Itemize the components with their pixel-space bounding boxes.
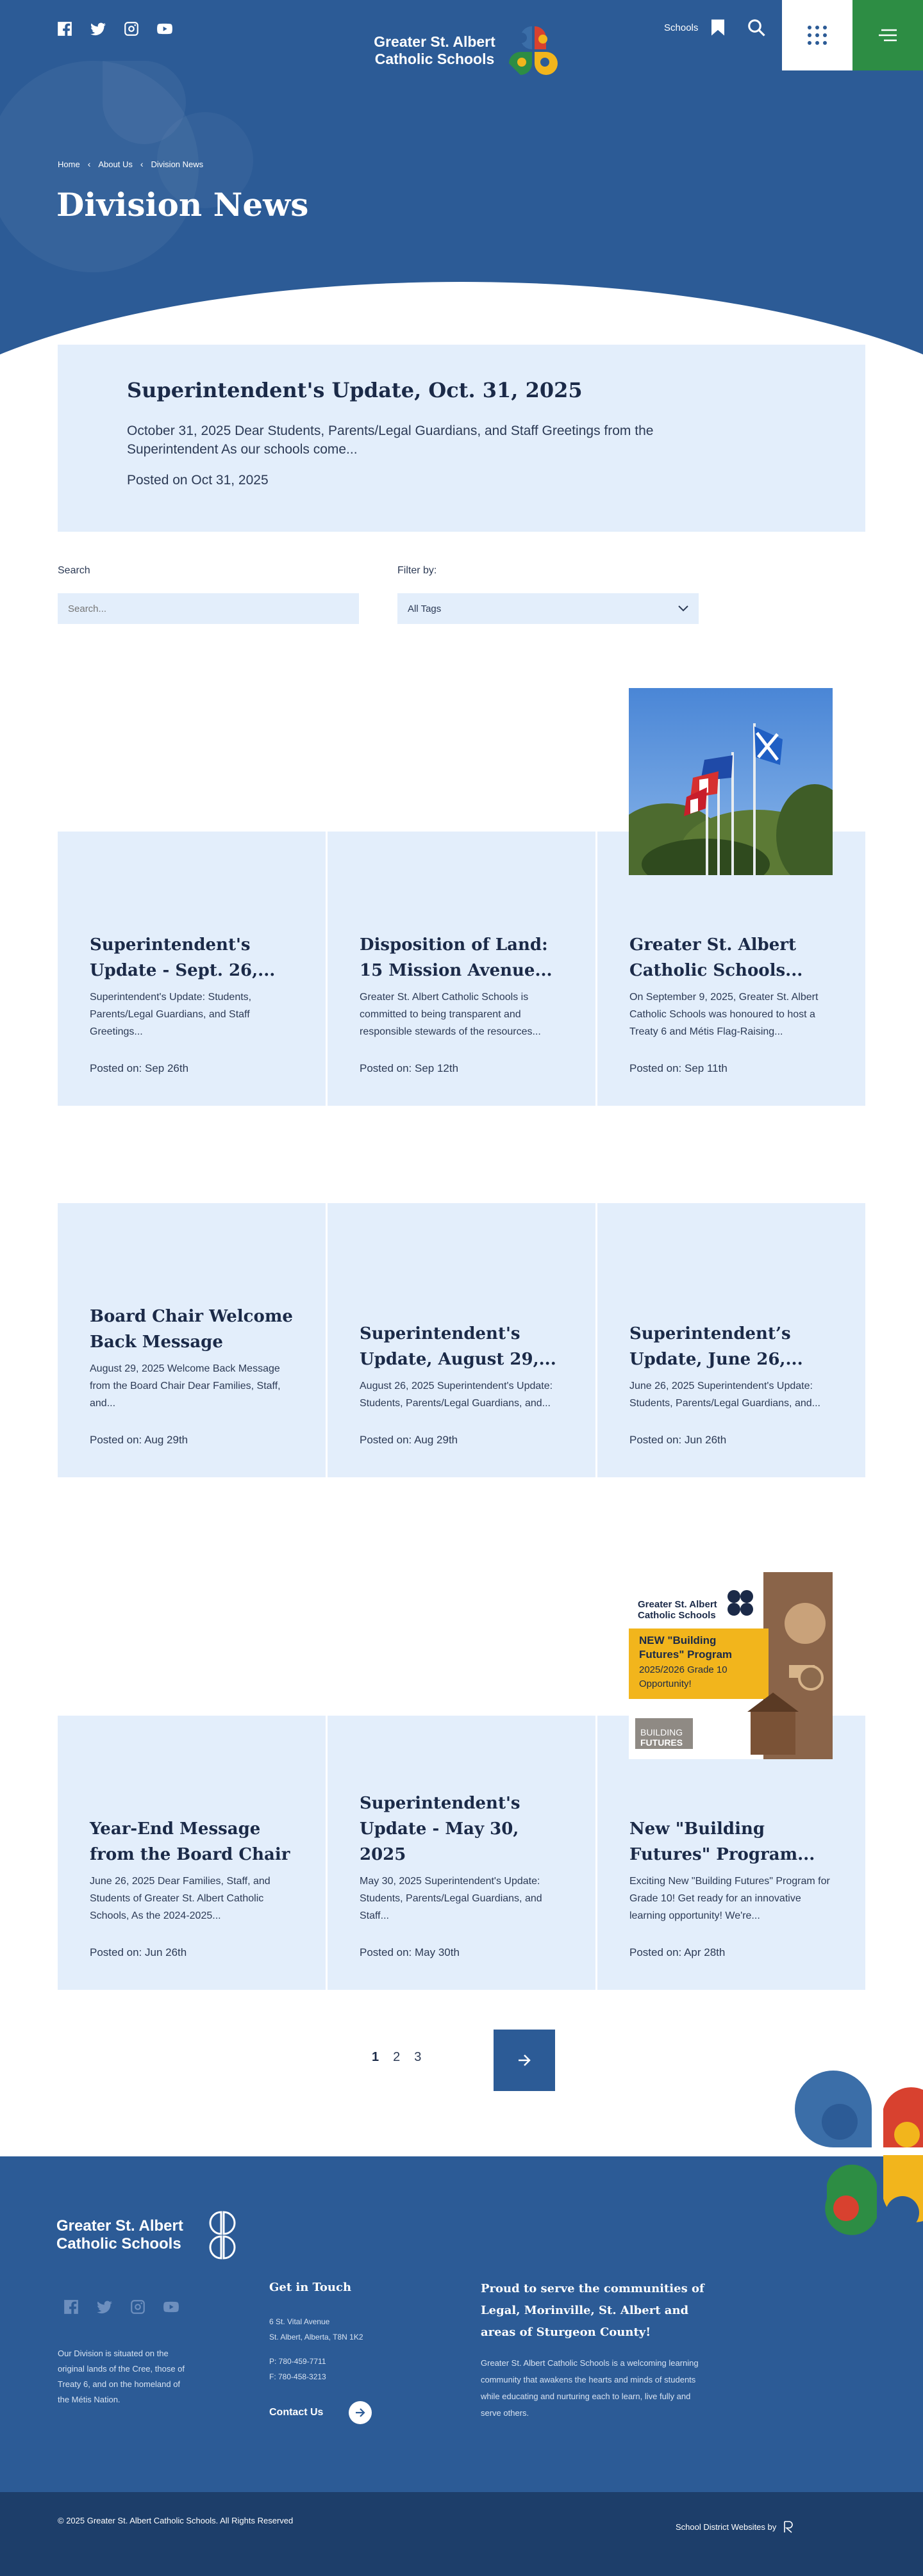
get-in-touch-heading: Get in Touch: [269, 2281, 352, 2294]
news-card-date: Posted on: Sep 26th: [90, 1062, 189, 1074]
footer-logo-text: Greater St. Albert Catholic Schools: [56, 2217, 183, 2252]
chevron-left-icon: ‹: [87, 159, 91, 169]
promo-badge: BUILDING FUTURES: [640, 1727, 683, 1748]
site-logo[interactable]: [364, 24, 559, 77]
logo-text: Greater St. Albert Catholic Schools: [374, 33, 495, 67]
news-card-date: Posted on: May 30th: [360, 1946, 460, 1958]
search-icon[interactable]: [747, 18, 766, 37]
news-card-excerpt: August 26, 2025 Superintendent's Update: Students, Parents/Legal Guardians, and...: [360, 1381, 553, 1409]
footer-social-links: [63, 2299, 179, 2315]
promo-headline: NEW "Building Futures" Program: [639, 1634, 733, 1661]
fax-number: F: 780-458-3213: [269, 2372, 326, 2381]
news-card-excerpt: Exciting New "Building Futures" Program for Grade 10! Get ready for an innovative learning opportunity! We're...: [629, 1876, 830, 1921]
news-card-title[interactable]: Year-End Message from the Board Chair: [90, 1819, 290, 1864]
pagination: [372, 2050, 421, 2065]
youtube-icon[interactable]: [156, 21, 173, 37]
breadcrumb-current: Division News: [151, 159, 204, 169]
news-card[interactable]: [328, 832, 595, 1106]
facebook-icon[interactable]: [63, 2299, 79, 2315]
page-link[interactable]: 1: [372, 2050, 379, 2064]
site-footer: [0, 2156, 923, 2492]
arrow-right-icon: [349, 2401, 372, 2424]
news-card-excerpt: August 29, 2025 Welcome Back Message from the Board Chair Dear Families, Staff, and...: [90, 1363, 281, 1409]
news-card[interactable]: [328, 1716, 595, 1990]
chevron-down-icon: [678, 605, 688, 612]
news-card-title[interactable]: Superintendent’s Update, June 26,...: [629, 1324, 803, 1369]
news-card-date: Posted on: Aug 29th: [90, 1434, 188, 1446]
vendor-logo-icon: [783, 2520, 794, 2533]
page-link[interactable]: 2: [393, 2050, 401, 2064]
news-card-excerpt: Greater St. Albert Catholic Schools is committed to being transparent and responsible stewards of the resources...: [360, 992, 541, 1037]
promo-subhead: 2025/2026 Grade 10 Opportunity!: [639, 1664, 728, 1689]
news-card-excerpt: On September 9, 2025, Greater St. Albert Catholic Schools was honoured to host a Treaty 6 and Métis Flag-Raising...: [629, 992, 819, 1037]
logo-mark-icon: [508, 25, 559, 76]
facebook-icon[interactable]: [56, 21, 73, 37]
tag-filter-select[interactable]: [397, 593, 699, 624]
hamburger-icon: [879, 29, 897, 42]
division-description: Greater St. Albert Catholic Schools is a welcoming learning community that awakens the hearts and minds of students while educating and nurturing each to learn, live fully and serve others.: [481, 2358, 699, 2418]
news-card-title[interactable]: Board Chair Welcome Back Message: [90, 1307, 293, 1352]
youtube-icon[interactable]: [163, 2299, 179, 2315]
news-card-title[interactable]: New "Building Futures" Program...: [629, 1819, 815, 1864]
powered-by[interactable]: [676, 2520, 794, 2533]
phone-link[interactable]: P: 780-459-7711: [269, 2357, 326, 2366]
news-card-excerpt: June 26, 2025 Dear Families, Staff, and Students of Greater St. Albert Catholic Schools, As the 2024-2025...: [90, 1876, 270, 1921]
phone-numbers: [269, 2354, 326, 2384]
decorative-logo-shapes: [795, 2071, 923, 2237]
featured-article[interactable]: [58, 345, 865, 532]
instagram-icon[interactable]: [123, 21, 140, 37]
page-title: Division News: [56, 186, 309, 224]
instagram-icon[interactable]: [129, 2299, 146, 2315]
arrow-right-icon: [517, 2054, 531, 2067]
news-card-title[interactable]: Superintendent's Update - Sept. 26,...: [90, 935, 276, 980]
land-acknowledgement: Our Division is situated on the original lands of the Cree, those of Treaty 6, and on the homeland of the Métis Nation.: [58, 2349, 185, 2404]
news-card-date: Posted on: Sep 12th: [360, 1062, 459, 1074]
breadcrumb: [58, 159, 203, 169]
address: 6 St. Vital Avenue St. Albert, Alberta, T8N 1K2: [269, 2317, 363, 2342]
news-card-date: Posted on: Sep 11th: [629, 1062, 728, 1074]
news-card[interactable]: [58, 1203, 326, 1477]
news-card-date: Posted on: Apr 28th: [629, 1946, 726, 1958]
building-futures-promo-image[interactable]: [629, 1572, 833, 1759]
bookmark-icon[interactable]: [708, 18, 728, 37]
news-card-date: Posted on: Aug 29th: [360, 1434, 458, 1446]
top-utility-nav: [664, 18, 766, 37]
contact-us-link[interactable]: [269, 2401, 372, 2424]
news-card-title[interactable]: Greater St. Albert Catholic Schools...: [629, 935, 803, 980]
chevron-left-icon: ‹: [140, 159, 144, 169]
copyright: © 2025 Greater St. Albert Catholic Schools. All Rights Reserved: [58, 2516, 294, 2525]
promo-logo-text: Greater St. Albert Catholic Schools: [638, 1599, 717, 1621]
promo-logo-icon: [725, 1587, 756, 1618]
filter-selected-value: All Tags: [408, 603, 442, 614]
news-card-title[interactable]: Disposition of Land: 15 Mission Avenue...: [360, 935, 553, 980]
news-card-date: Posted on: Jun 26th: [629, 1434, 727, 1446]
footer-logo-mark-icon: [197, 2210, 247, 2260]
menu-button[interactable]: [852, 0, 923, 70]
twitter-icon[interactable]: [90, 21, 106, 37]
breadcrumb-about[interactable]: About Us: [98, 159, 133, 169]
search-label: Search: [58, 565, 90, 576]
news-card[interactable]: [597, 1203, 865, 1477]
featured-posted-date: Posted on Oct 31, 2025: [127, 473, 269, 488]
community-statement: Proud to serve the communities of Legal, Morinville, St. Albert and areas of Sturgeon County!: [481, 2282, 704, 2339]
schools-label[interactable]: Schools: [664, 22, 699, 33]
news-card[interactable]: [58, 1716, 326, 1990]
footer-logo[interactable]: [56, 2210, 247, 2260]
news-card-excerpt: June 26, 2025 Superintendent's Update: Students, Parents/Legal Guardians, and...: [629, 1381, 820, 1409]
breadcrumb-home[interactable]: Home: [58, 159, 80, 169]
powered-by-label: School District Websites by: [676, 2522, 777, 2532]
footer-bottom-bar: [0, 2492, 923, 2576]
contact-us-label: Contact Us: [269, 2407, 324, 2418]
social-links: [56, 21, 173, 37]
news-card[interactable]: [58, 832, 326, 1106]
news-card-date: Posted on: Jun 26th: [90, 1946, 187, 1958]
news-card-title[interactable]: Superintendent's Update, August 29,...: [360, 1324, 556, 1369]
flag-raising-photo[interactable]: [629, 688, 833, 875]
news-card-title[interactable]: Superintendent's Update - May 30, 2025: [360, 1794, 520, 1864]
news-card[interactable]: [328, 1203, 595, 1477]
featured-title[interactable]: Superintendent's Update, Oct. 31, 2025: [127, 378, 583, 402]
filter-label: Filter by:: [397, 565, 437, 576]
page-link[interactable]: 3: [414, 2050, 422, 2064]
search-input[interactable]: [58, 593, 359, 624]
apps-grid-button[interactable]: [782, 0, 852, 70]
twitter-icon[interactable]: [96, 2299, 113, 2315]
news-card-excerpt: May 30, 2025 Superintendent's Update: Students, Parents/Legal Guardians, and Staff...: [360, 1876, 542, 1921]
news-card-excerpt: Superintendent's Update: Students, Parents/Legal Guardians, and Staff Greetings...: [90, 992, 252, 1037]
next-page-button[interactable]: [494, 2030, 555, 2091]
apps-grid-icon: [806, 24, 829, 47]
featured-excerpt: October 31, 2025 Dear Students, Parents/Legal Guardians, and Staff Greetings from the Superintendent As our schools come...: [127, 423, 654, 457]
